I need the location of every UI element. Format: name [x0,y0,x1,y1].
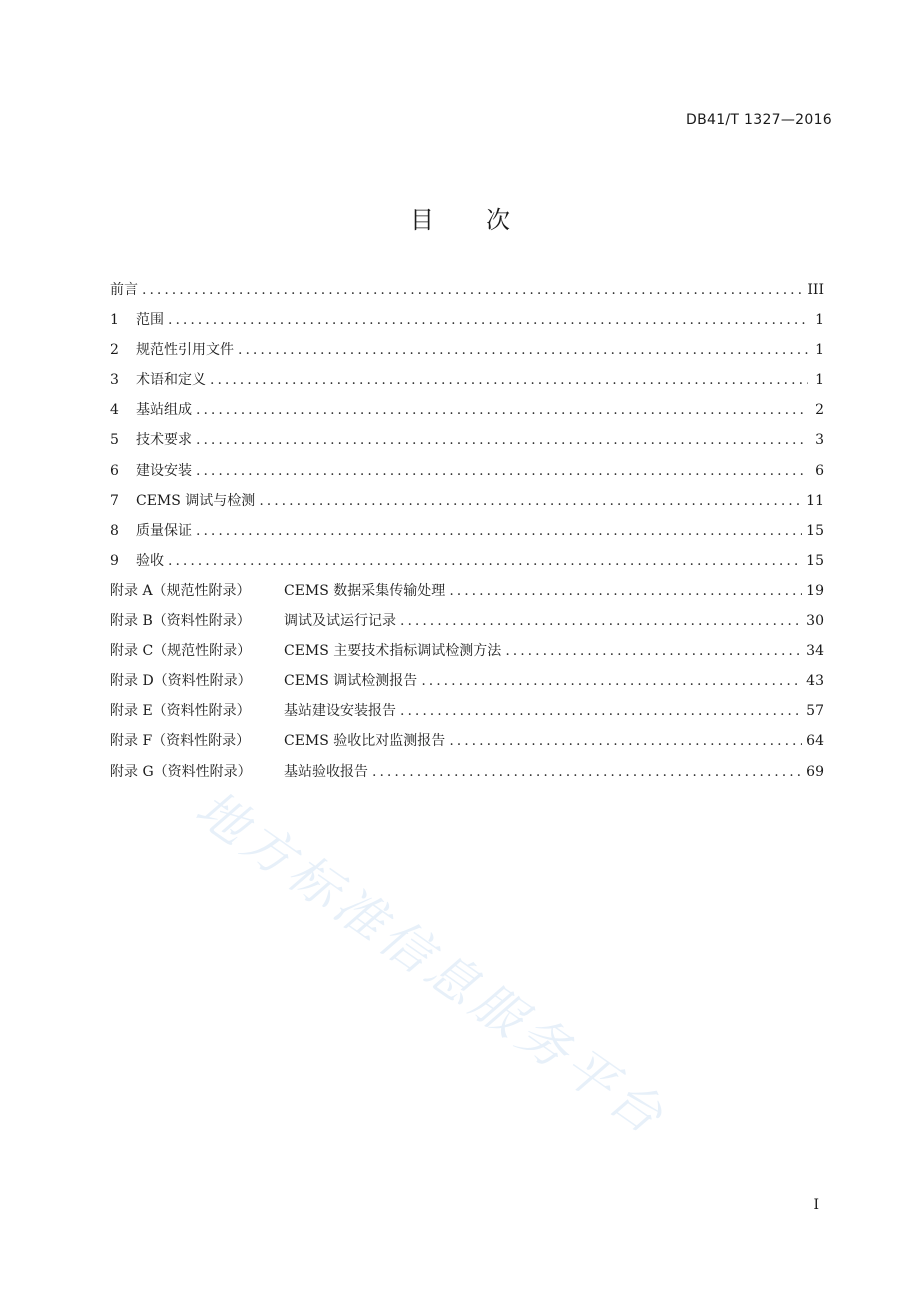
toc-leader-dots [238,335,808,365]
toc-entry-label: 验收 [136,552,164,569]
toc-entry-4[interactable] [110,395,824,425]
toc-entry-number: 8 [110,522,119,539]
title-char-2: 次 [486,206,510,234]
toc-entry-appendix-b[interactable] [110,606,824,636]
page-title [0,200,920,235]
toc-leader-dots [196,516,802,546]
toc-entry-7[interactable] [110,486,824,516]
toc-entry-page: 6 [815,462,824,479]
toc-entry-number: 7 [110,492,119,509]
toc-entry-foreword[interactable] [110,275,824,305]
toc-appendix-number: 附录 E（资料性附录） [110,703,251,720]
toc-list [110,275,824,787]
toc-leader-dots [259,486,802,516]
toc-entry-5[interactable] [110,425,824,455]
toc-entry-label: 质量保证 [136,522,192,539]
toc-entry-page: 43 [806,673,824,690]
toc-entry-page: 1 [815,342,824,359]
watermark-text: 地方标准信息服务平台 [185,779,678,1148]
toc-entry-3[interactable] [110,365,824,395]
toc-entry-label: 基站建设安装报告 [284,703,396,720]
toc-leader-dots [505,636,802,666]
toc-entry-label: CEMS 调试检测报告 [284,673,418,690]
toc-entry-8[interactable] [110,516,824,546]
toc-leader-dots [196,456,808,486]
toc-entry-number: 6 [110,462,119,479]
toc-appendix-number: 附录 D（资料性附录） [110,673,252,690]
toc-entry-appendix-a[interactable] [110,576,824,606]
toc-leader-dots [449,726,802,756]
toc-leader-dots [421,666,802,696]
toc-entry-appendix-g[interactable] [110,757,824,787]
toc-entry-page: 69 [806,763,824,780]
toc-entry-page: 57 [806,703,824,720]
toc-entry-label: 规范性引用文件 [136,342,234,359]
toc-entry-label: CEMS 验收比对监测报告 [284,733,446,750]
toc-entry-label: 范围 [136,312,164,329]
toc-entry-number: 3 [110,372,119,389]
toc-entry-page: 1 [815,312,824,329]
toc-entry-page: 64 [806,733,824,750]
toc-entry-label: 调试及试运行记录 [284,613,396,630]
toc-entry-page: 2 [815,402,824,419]
toc-entry-label: 基站验收报告 [284,763,368,780]
toc-entry-number: 5 [110,432,119,449]
toc-entry-6[interactable] [110,456,824,486]
toc-entry-page: III [807,282,824,298]
toc-leader-dots [196,395,808,425]
toc-leader-dots [168,546,802,576]
toc-appendix-number: 附录 F（资料性附录） [110,733,251,750]
toc-entry-number: 4 [110,402,119,419]
toc-entry-page: 15 [806,552,824,569]
toc-appendix-number: 附录 G（资料性附录） [110,763,252,780]
toc-leader-dots [196,425,808,455]
toc-appendix-number: 附录 B（资料性附录） [110,613,251,630]
toc-entry-appendix-e[interactable] [110,696,824,726]
toc-entry-label: 技术要求 [136,432,192,449]
toc-leader-dots [400,606,802,636]
document-code: DB41/T 1327—2016 [686,112,832,128]
toc-leader-dots [210,365,808,395]
toc-entry-label: 基站组成 [136,402,192,419]
toc-leader-dots [168,305,808,335]
title-char-1: 目 [410,206,434,234]
toc-entry-9[interactable] [110,546,824,576]
toc-entry-number: 1 [110,312,119,329]
toc-entry-number: 9 [110,552,119,569]
toc-entry-page: 3 [815,432,824,449]
toc-entry-appendix-f[interactable] [110,726,824,756]
toc-appendix-number: 附录 C（规范性附录） [110,643,252,660]
page-number: I [813,1197,819,1213]
toc-entry-label: 术语和定义 [136,372,206,389]
toc-entry-appendix-c[interactable] [110,636,824,666]
toc-entry-label: 建设安装 [136,462,192,479]
toc-entry-appendix-d[interactable] [110,666,824,696]
toc-leader-dots [449,576,802,606]
toc-entry-page: 11 [806,492,824,509]
toc-entry-label: CEMS 主要技术指标调试检测方法 [284,643,502,660]
toc-leader-dots [400,696,802,726]
toc-entry-page: 34 [806,643,824,660]
toc-entry-label: CEMS 调试与检测 [136,492,256,509]
toc-entry-label: CEMS 数据采集传输处理 [284,582,446,599]
toc-entry-number: 2 [110,342,119,359]
toc-entry-page: 30 [806,613,824,630]
toc-entry-2[interactable] [110,335,824,365]
toc-entry-page: 19 [806,582,824,599]
toc-entry-label: 前言 [110,282,138,298]
toc-entry-page: 1 [815,372,824,389]
toc-entry-1[interactable] [110,305,824,335]
toc-entry-page: 15 [806,522,824,539]
toc-leader-dots [372,757,802,787]
toc-leader-dots [142,275,803,305]
toc-appendix-number: 附录 A（规范性附录） [110,582,251,599]
